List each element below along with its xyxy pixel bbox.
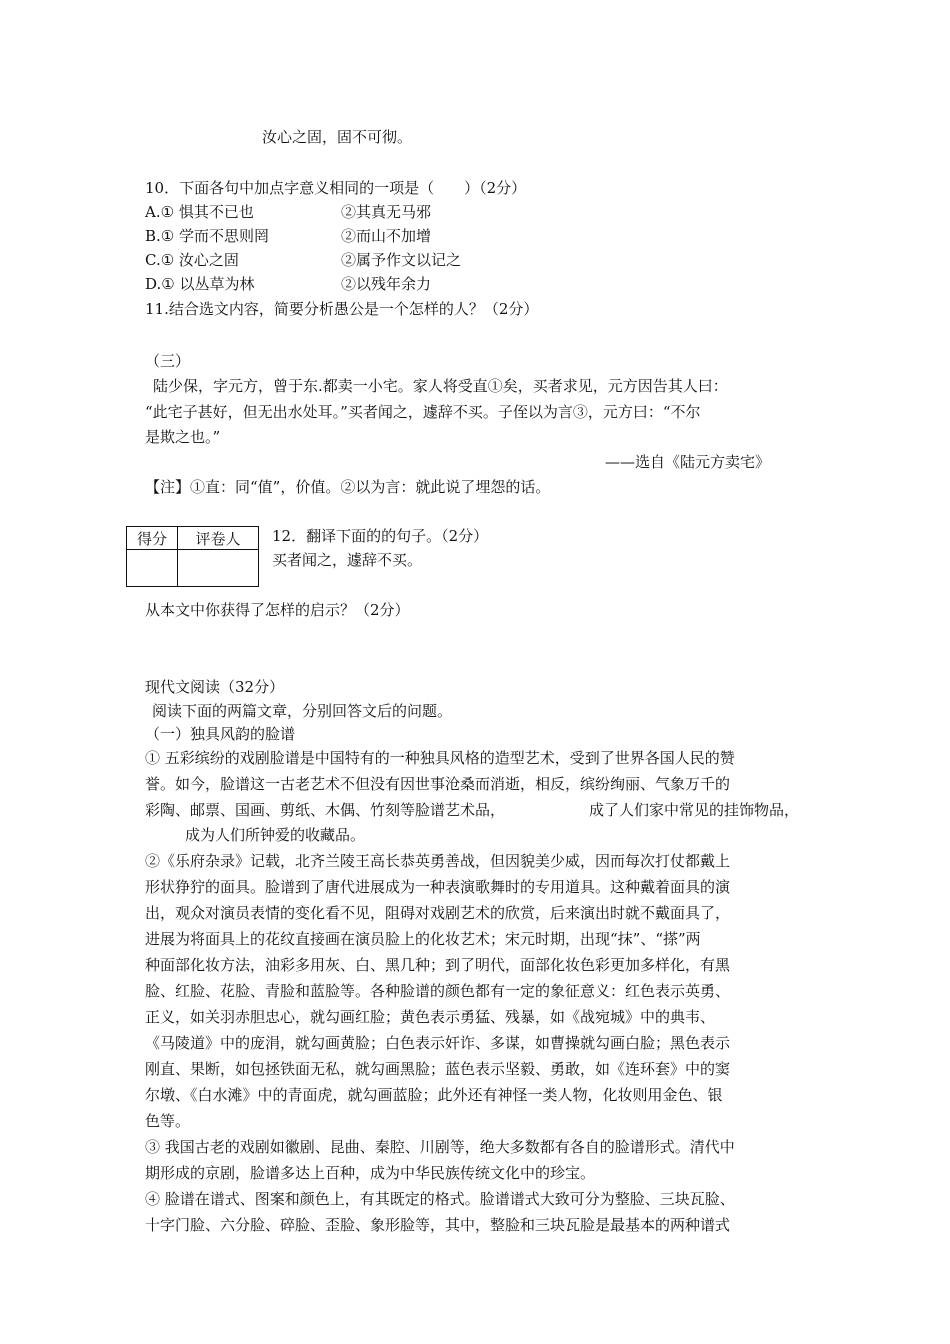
para2-line2: 形状狰狞的面具。脸谱到了唐代进展成为一种表演歌舞时的专用道具。这种戴着面具的演 — [145, 878, 731, 896]
section-3-label: （三） — [145, 352, 191, 370]
question-13: 从本文中你获得了怎样的启示？（2分） — [145, 601, 410, 619]
question-11: 11.结合选文内容，简要分析愚公是一个怎样的人？（2分） — [145, 300, 539, 318]
grader-cell[interactable] — [178, 550, 259, 587]
option-b-part1: B.① 学而不思则罔 — [145, 227, 270, 245]
question-12-stem: 12．翻译下面的的句子。（2分） — [272, 527, 489, 545]
option-c-part1: C.① 汝心之固 — [145, 251, 239, 269]
score-header: 得分 — [127, 527, 178, 550]
para2-line4: 进展为将面具上的花纹直接画在演员脸上的化妆艺术；宋元时期，出现“抹”、“搽”两 — [145, 930, 701, 948]
section-3-line-3: 是欺之也。” — [145, 428, 221, 446]
para1-line3a: 彩陶、邮票、国画、剪纸、木偶、竹刻等脸谱艺术品， — [145, 801, 506, 819]
para1-line3b: 成了人们家中常见的挂饰物品， — [589, 801, 800, 819]
para4-line2: 十字门脸、六分脸、碎脸、歪脸、象形脸等，其中，整脸和三块瓦脸是最基本的两种谱式 — [145, 1216, 731, 1234]
score-box — [126, 526, 259, 587]
option-c-part2: ②属予作文以记之 — [341, 251, 462, 269]
option-a-part2: ②其真无马邪 — [341, 203, 432, 221]
passage-1-title: （一）独具风韵的脸谱 — [145, 725, 296, 743]
para2-line5: 种面部化妆方法，油彩多用灰、白、黑几种；到了明代，面部化妆色彩更加多样化，有黑 — [145, 956, 731, 974]
para3-line2: 期形成的京剧，脸谱多达上百种，成为中华民族传统文化中的珍宝。 — [145, 1164, 596, 1182]
section-3-line-2: “此宅子甚好，但无出水处耳。”买者闻之，遽辞不买。子侄以为言③，元方曰：“不尔 — [145, 403, 701, 421]
question-12-sentence: 买者闻之，遽辞不买。 — [272, 551, 423, 569]
option-d-part1: D.① 以丛草为林 — [145, 275, 255, 293]
para1-line4: 成为人们所钟爱的收藏品。 — [185, 826, 366, 844]
grader-header: 评卷人 — [178, 527, 259, 550]
option-a-part1: A.① 惧其不已也 — [145, 203, 254, 221]
para1-line2: 誉。如今，脸谱这一古老艺术不但没有因世事沧桑而消逝，相反，缤纷绚丽、气象万千的 — [145, 775, 731, 793]
para2-line9: 刚直、果断，如包拯铁面无私，就勾画黑脸；蓝色表示坚毅、勇敢，如《连环套》中的窦 — [145, 1060, 731, 1078]
para2-line3: 出，观众对演员表情的变化看不见，阻碍对戏剧艺术的欣赏，后来演出时就不戴面具了， — [145, 904, 731, 922]
option-d-part2: ②以残年余力 — [341, 275, 432, 293]
question-10-stem: 10．下面各句中加点字意义相同的一项是（ ）（2分） — [145, 179, 527, 197]
score-cell[interactable] — [127, 550, 178, 587]
para2-line6: 脸、红脸、花脸、青脸和蓝脸等。各种脸谱的颜色都有一定的象征意义：红色表示英勇、 — [145, 982, 731, 1000]
para4-line1: ④ 脸谱在谱式、图案和颜色上，有其既定的格式。脸谱谱式大致可分为整脸、三块瓦脸、 — [145, 1190, 735, 1208]
para2-line8: 《马陵道》中的庞涓，就勾画黄脸；白色表示奸诈、多谋，如曹操就勾画白脸；黑色表示 — [145, 1034, 731, 1052]
para2-line7: 正义，如关羽赤胆忠心，就勾画红脸；黄色表示勇猛、残暴，如《战宛城》中的典韦、 — [145, 1008, 716, 1026]
top-line: 汝心之固，固不可彻。 — [262, 128, 413, 146]
section-3-note: 【注】①直：同“值”，价值。②以为言：就此说了埋怨的话。 — [145, 478, 551, 496]
para2-line11: 色等。 — [145, 1112, 191, 1130]
section-3-source: ——选自《陆元方卖宅》 — [605, 453, 771, 471]
section-3-line-1: 陆少保，字元方，曾于东.都卖一小宅。家人将受直①矣，买者求见，元方因告其人曰： — [153, 377, 728, 395]
modern-reading-instruction: 阅读下面的两篇文章，分别回答文后的问题。 — [152, 702, 453, 720]
para1-line1: ① 五彩缤纷的戏剧脸谱是中国特有的一种独具风格的造型艺术，受到了世界各国人民的赞 — [145, 749, 735, 767]
para3-line1: ③ 我国古老的戏剧如徽剧、昆曲、秦腔、川剧等，绝大多数都有各自的脸谱形式。清代中 — [145, 1138, 735, 1156]
modern-reading-title: 现代文阅读（32分） — [145, 678, 285, 696]
para2-line10: 尔墩、《白水滩》中的青面虎，就勾画蓝脸；此外还有神怪一类人物，化妆则用金色、银 — [145, 1086, 723, 1104]
option-b-part2: ②而山不加增 — [341, 227, 432, 245]
para2-line1: ②《乐府杂录》记载，北齐兰陵王高长恭英勇善战，但因貌美少威，因而每次打仗都戴上 — [145, 852, 731, 870]
